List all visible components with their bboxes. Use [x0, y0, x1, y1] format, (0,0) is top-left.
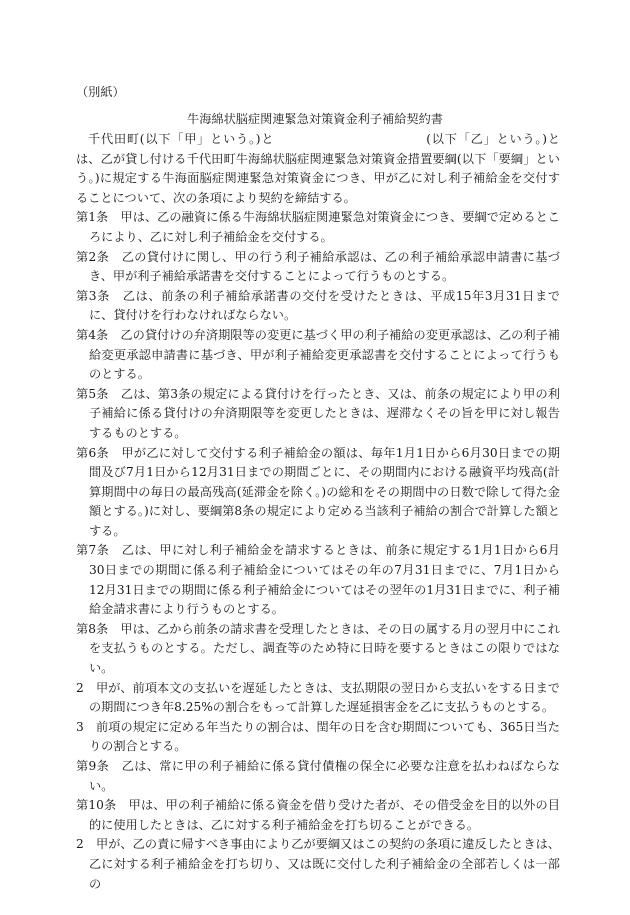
intro-part-1: 千代田町(以下「甲」という。)と: [88, 132, 275, 146]
article-8-clause-2: 2 甲が、前項本文の支払いを遅延したときは、支払期限の翌日から支払いをする日までの期間につき年8.25%の割合をもって計算した遅延損害金を乙に支払うものとする。: [76, 680, 560, 715]
document-title: 牛海綿状脳症関連緊急対策資金利子補給契約書: [187, 112, 443, 126]
article-3: 第3条 乙は、前条の利子補給承諾書の交付を受けたときは、平成15年3月31日までに、貸付けを行わなければならない。: [76, 288, 560, 323]
article-9: 第9条 乙は、常に甲の利子補給に係る貸付債権の保全に必要な注意を払わねばならない。: [76, 759, 560, 793]
article-10-clause-2: 2 甲が、乙の責に帰すべき事由により乙が要綱又はこの契約の条項に違反したときは、乙に対する利子補給金を打ち切り、又は既に交付した利子補給金の全部若しくは一部の: [76, 837, 560, 891]
article-7: 第7条 乙は、甲に対し利子補給金を請求するときは、前条に規定する1月1日から6月30日までの期間に係る利子補給金についてはその年の7月31日までに、7月1日から12月31日までの期間に係る利子補給金についてはその翌年の1月31日までに、利子補給金請求書により行うものとする。: [76, 543, 560, 617]
article-4: 第4条 乙の貸付けの弁済期限等の変更に基づく甲の利子補給の変更承認は、乙の利子補給変更承認申請書に基づき、甲が利子補給変更承認書を交付することによって行うものとする。: [76, 327, 560, 382]
document-body: [76, 130, 560, 894]
article-6: 第6条 甲が乙に対して交付する利子補給金の額は、毎年1月1日から6月30日までの期間及び7月1日から12月31日までの期間ごとに、その期間内における融資平均残高(計算期間中の毎日の最高残高(延滞金を除く。)の総和をその期間中の日数で除して得た金額とする。)に対し、要綱第8条の規定により定める当該利子補給の割合で計算した額とする。: [76, 445, 560, 538]
article-8-clause-3: 3 前項の規定に定める年当たりの割合は、閏年の日を含む期間についても、365日当たりの割合とする。: [76, 719, 560, 754]
intro-part-2: (以下「乙」という。)とは、乙が貸し付ける千代田町牛海綿状脳症関連緊急対策資金措置要綱(以下「要綱」という。)に規定する牛海面脳症関連緊急対策資金につき、甲が乙に対し利子補給金を交付することについて、次の条項により契約を締結する。: [76, 132, 560, 205]
article-5: 第5条 乙は、第3条の規定による貸付けを行ったとき、又は、前条の規定により甲の利子補給に係る貸付けの弁済期限等を変更したときは、遅滞なくその旨を甲に対し報告するものとする。: [76, 386, 560, 440]
article-2: 第2条 乙の貸付けに関し、甲の行う利子補給承認は、乙の利子補給承認申請書に基づき、甲が利子補給承諾書を交付することによって行うものとする。: [76, 249, 560, 284]
intro-paragraph: [76, 130, 560, 208]
article-1: 第1条 甲は、乙の融資に係る牛海綿状脳症関連緊急対策資金につき、要綱で定めるところにより、乙に対し利子補給金を交付する。: [76, 210, 560, 244]
article-8: 第8条 甲は、乙から前条の請求書を受理したときは、その日の属する月の翌月中にこれを支払うものとする。ただし、調査等のため特に日時を要するときはこの限りではない。: [76, 621, 560, 676]
annex-label: （別紙）: [76, 85, 125, 99]
article-10: 第10条 甲は、甲の利子補給に係る資金を借り受けた者が、その借受金を目的以外の目的に使用したときは、乙に対する利子補給金を打ち切ることができる。: [76, 798, 560, 832]
